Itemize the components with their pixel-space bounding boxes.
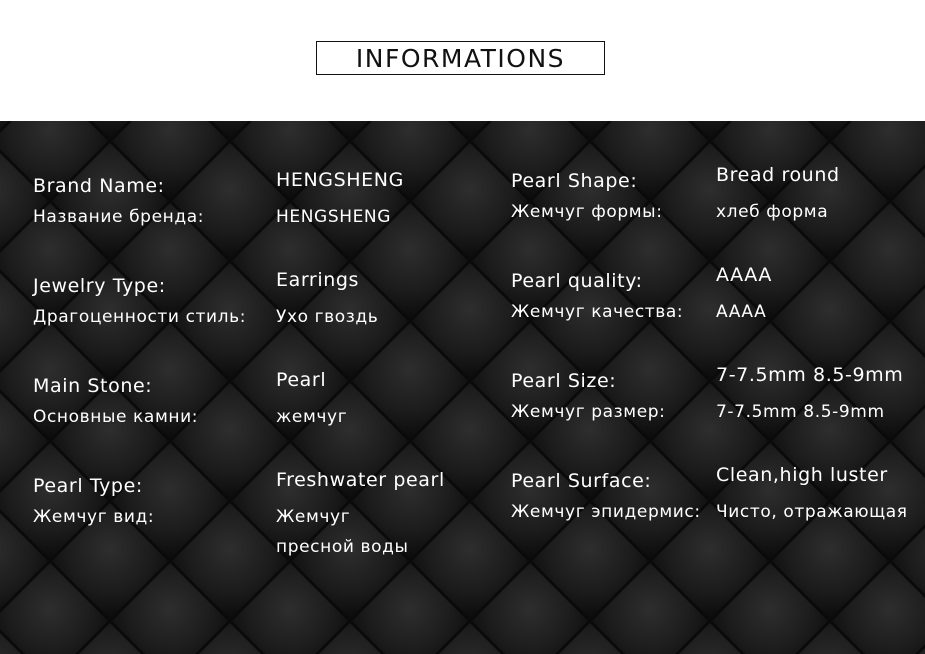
page-title: INFORMATIONS bbox=[316, 41, 605, 75]
pearl-size-value-en: 7-7.5mm 8.5-9mm bbox=[716, 364, 904, 386]
pearl-quality-value-ru: AAAA bbox=[716, 302, 767, 322]
pearl-shape-label-ru: Жемчуг формы: bbox=[511, 202, 663, 222]
info-panel bbox=[0, 121, 925, 654]
main-stone-value-en: Pearl bbox=[276, 369, 327, 391]
pearl-surface-label-ru: Жемчуг эпидермис: bbox=[511, 502, 701, 522]
jewelry-type-value-ru: Ухо гвоздь bbox=[276, 307, 379, 327]
pearl-surface-value-ru: Чисто, отражающая bbox=[716, 502, 908, 522]
main-stone-label-ru: Основные камни: bbox=[33, 407, 199, 427]
pearl-type-value-ru: Жемчуг пресной воды bbox=[276, 507, 409, 557]
main-stone-label-en: Main Stone: bbox=[33, 375, 153, 397]
brand-name-value-ru: HENGSHENG bbox=[276, 207, 392, 227]
pearl-surface-label-en: Pearl Surface: bbox=[511, 470, 652, 492]
brand-name-value-en: HENGSHENG bbox=[276, 169, 404, 191]
brand-name-label-en: Brand Name: bbox=[33, 175, 165, 197]
main-stone-value-ru: жемчуг bbox=[276, 407, 348, 427]
pearl-shape-label-en: Pearl Shape: bbox=[511, 170, 638, 192]
pearl-size-label-ru: Жемчуг размер: bbox=[511, 402, 666, 422]
jewelry-type-label-en: Jewelry Type: bbox=[33, 275, 166, 297]
pearl-size-value-ru: 7-7.5mm 8.5-9mm bbox=[716, 402, 885, 422]
pearl-type-label-ru: Жемчуг вид: bbox=[33, 507, 155, 527]
jewelry-type-label-ru: Драгоценности стиль: bbox=[33, 307, 247, 327]
brand-name-label-ru: Название бренда: bbox=[33, 207, 205, 227]
pearl-quality-label-en: Pearl quality: bbox=[511, 270, 643, 292]
pearl-shape-value-en: Bread round bbox=[716, 164, 840, 186]
pearl-type-label-en: Pearl Type: bbox=[33, 475, 143, 497]
jewelry-type-value-en: Earrings bbox=[276, 269, 360, 291]
pearl-shape-value-ru: хлеб форма bbox=[716, 202, 829, 222]
header bbox=[0, 0, 925, 121]
pearl-size-label-en: Pearl Size: bbox=[511, 370, 617, 392]
pearl-quality-label-ru: Жемчуг качества: bbox=[511, 302, 684, 322]
pearl-quality-value-en: AAAA bbox=[716, 264, 772, 286]
pearl-surface-value-en: Clean,high luster bbox=[716, 464, 888, 486]
pearl-type-value-en: Freshwater pearl bbox=[276, 469, 445, 491]
